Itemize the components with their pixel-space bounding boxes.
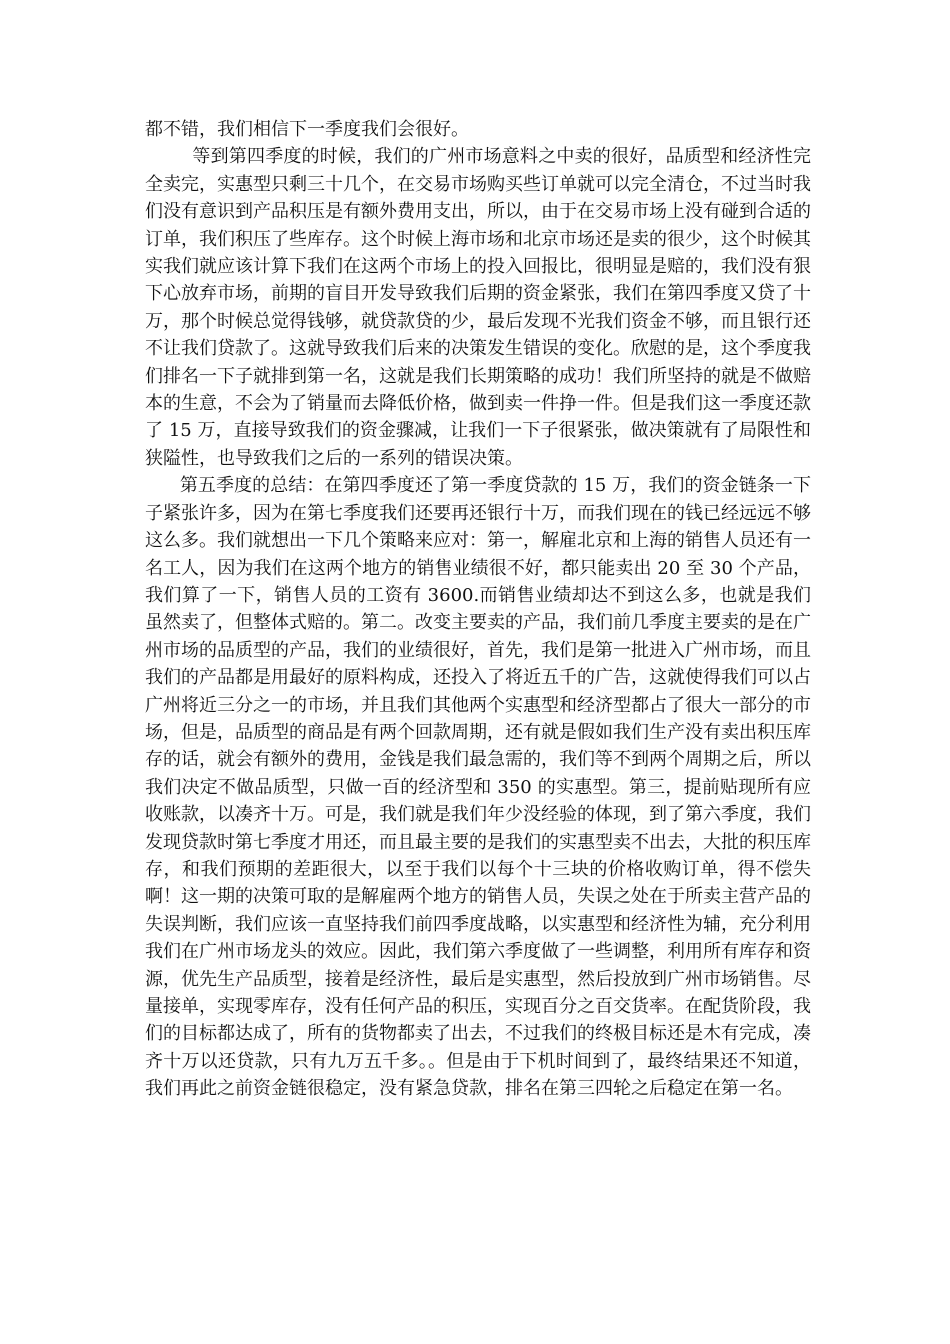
paragraph-fifth-quarter-summary: 第五季度的总结：在第四季度还了第一季度贷款的 15 万，我们的资金链条一下子紧张许多，因为在第七季度我们还要再还银行十万，而我们现在的钱已经远远不够这么多。我们就想出一下几个策略来应对：第一，解雇北京和上海的销售人员还有一名工人，因为我们在这两个地方的销售业绩很不好，都只能卖出 20 至 30 个产品，我们算了一下，销售人员的工资有 3600.而销售业绩却达不到这么多，也就是我们虽然卖了，但整体式赔的。第二。改变主要卖的产品，我们前几季度主要卖的是在广州市场的品质型的产品，我们的业绩很好，首先，我们是第一批进入广州市场，而且我们的产品都是用最好的原料构成，还投入了将近五千的广告，这就使得我们可以占广州将近三分之一的市场，并且我们其他两个实惠型和经济型都占了很大一部分的市场，但是，品质型的商品是有两个回款周期，还有就是假如我们生产没有卖出积压库存的话，就会有额外的费用，金钱是我们最急需的，我们等不到两个周期之后，所以我们决定不做品质型，只做一百的经济型和 350 的实惠型。第三，提前贴现所有应收账款，以凑齐十万。可是，我们就是我们年少没经验的体现，到了第六季度，我们发现贷款时第七季度才用还，而且最主要的是我们的实惠型卖不出去，大批的积压库存，和我们预期的差距很大，以至于我们以每个十三块的价格收购订单，得不偿失啊！这一期的决策可取的是解雇两个地方的销售人员，失误之处在于所卖主营产品的失误判断，我们应该一直坚持我们前四季度战略，以实惠型和经济性为辅，充分利用我们在广州市场龙头的效应。因此，我们第六季度做了一些调整，利用所有库存和资源，优先生产品质型，接着是经济性，最后是实惠型，然后投放到广州市场销售。尽量接单，实现零库存，没有任何产品的积压，实现百分之百交货率。在配货阶段，我们的目标都达成了，所有的货物都卖了出去，不过我们的终极目标还是木有完成，凑齐十万以还贷款，只有九万五千多。。但是由于下机时间到了，最终结果还不知道，我们再此之前资金链很稳定，没有紧急贷款，排名在第三四轮之后稳定在第一名。 [145,475,811,1100]
paragraph-continuation: 都不错，我们相信下一季度我们会很好。 [145,119,469,140]
paragraph-fourth-quarter: 等到第四季度的时候，我们的广州市场意料之中卖的很好，品质型和经济性完全卖完，实惠型只剩三十几个，在交易市场购买些订单就可以完全清仓，不过当时我们没有意识到产品积压是有额外费用支出，所以，由于在交易市场上没有碰到合适的订单，我们积压了些库存。这个时候上海市场和北京市场还是卖的很少，这个时候其实我们就应该计算下我们在这两个市场上的投入回报比，很明显是赔的，我们没有狠下心放弃市场，前期的盲目开发导致我们后期的资金紧张，我们在第四季度又贷了十万，那个时候总觉得钱够，就贷款贷的少，最后发现不光我们资金不够，而且银行还不让我们贷款了。这就导致我们后来的决策发生错误的变化。欣慰的是，这个季度我们排名一下子就排到第一名，这就是我们长期策略的成功！我们所坚持的就是不做赔本的生意，不会为了销量而去降低价格，做到卖一件挣一件。但是我们这一季度还款了 15 万，直接导致我们的资金骤减，让我们一下子很紧张，做决策就有了局限性和狭隘性，也导致我们之后的一系列的错误决策。 [145,146,812,469]
document-body [145,116,811,1103]
